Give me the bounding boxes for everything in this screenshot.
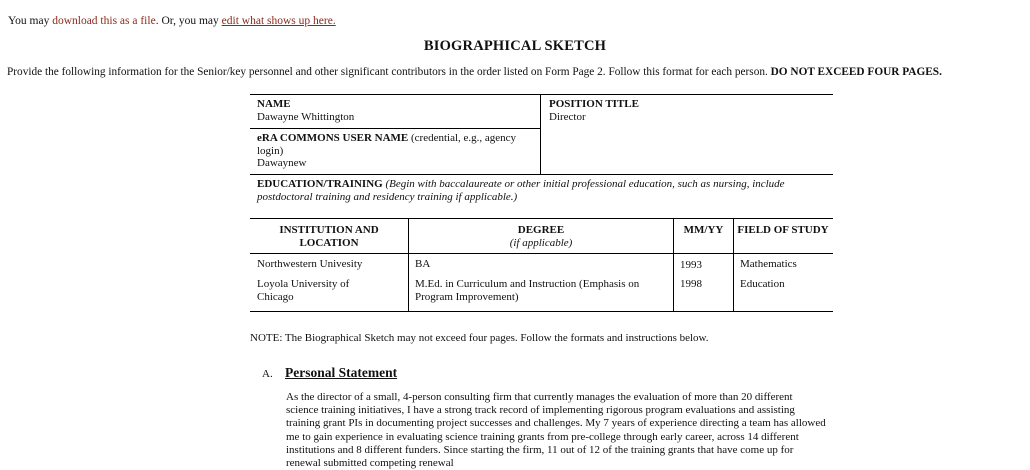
instructions-text: Provide the following information for the Senior/key personnel and other significant contributors in the order listed on Form Page 2. Follow this format for each person. — [7, 66, 771, 78]
position-value: Director — [549, 110, 586, 123]
header-degree-sub: (if applicable) — [509, 236, 573, 249]
section-a-title: Personal Statement — [285, 365, 398, 380]
personal-statement-paragraph: As the director of a small, 4-person consulting firm that currently manages the evaluation of more than 20 different science training initiatives, I have a strong track record of implementing rigorous program evaluations and assisting training grant PIs in documenting project successes and challenges. My 7 years of experience directing a team has allowed me to gain experience in evaluating science training grants from pre-college through early career, across 14 different institutions and 8 different funders. Since starting the firm, 11 out of 12 of the training grants that have come up for renewal submitted competing renewal — [286, 391, 826, 470]
table-top-rule — [250, 218, 833, 219]
table-row-1-mmyy: 1993 — [680, 259, 702, 271]
instructions — [7, 66, 942, 78]
table-row-2-institution: Loyola University of Chicago — [257, 278, 350, 303]
education-hint: (Begin with baccalaureate or other initial professional education, such as nursing, include postdoctoral training and residency training if applicable.) — [257, 178, 785, 203]
education-label: EDUCATION/TRAINING — [257, 178, 383, 190]
table-row-2-field: Education — [740, 278, 785, 290]
era-hint: (credential, e.g., agency login) — [257, 132, 517, 157]
table-row-1-degree: BA — [415, 258, 431, 270]
table-header-rule — [250, 253, 833, 254]
table-row-2-mmyy: 1998 — [680, 278, 702, 290]
table-col-divider-1 — [408, 218, 409, 311]
section-a-number: A. — [262, 368, 273, 380]
education-training-cell — [257, 178, 827, 203]
header-degree: DEGREE — [517, 224, 565, 236]
edit-content-link[interactable]: edit what shows up here. — [221, 15, 336, 27]
form-top-rule — [250, 94, 833, 95]
table-row-1-institution: Northwestern Univesity — [257, 258, 363, 270]
table-bottom-rule — [250, 311, 833, 312]
name-label: NAME — [257, 98, 291, 110]
top-middle: . Or, you may — [155, 15, 222, 27]
header-degree-cell — [410, 224, 672, 249]
header-institution: INSTITUTION AND LOCATION — [279, 224, 379, 249]
name-era-divider — [250, 128, 540, 129]
header-field: FIELD OF STUDY — [737, 224, 829, 236]
era-label: eRA COMMONS USER NAME — [257, 132, 409, 144]
top-links-line — [8, 15, 336, 27]
form-mid-divider — [540, 94, 541, 174]
education-top-rule — [250, 174, 833, 175]
section-a-heading — [262, 365, 397, 381]
instructions-bold: DO NOT EXCEED FOUR PAGES. — [770, 66, 942, 78]
position-cell — [549, 98, 829, 123]
page-title: BIOGRAPHICAL SKETCH — [423, 38, 607, 54]
page-limit-note: NOTE: The Biographical Sketch may not exceed four pages. Follow the formats and instructions below. — [250, 332, 709, 344]
era-value: Dawaynew — [257, 157, 307, 169]
table-col-divider-3 — [733, 218, 734, 311]
position-label: POSITION TITLE — [549, 98, 639, 110]
table-col-divider-2 — [673, 218, 674, 311]
table-row-2-degree: M.Ed. in Curriculum and Instruction (Emphasis on Program Improvement) — [415, 278, 640, 303]
name-value: Dawayne Whittington — [257, 110, 355, 123]
era-cell — [257, 132, 527, 170]
table-row-1-field: Mathematics — [740, 258, 797, 270]
top-prefix: You may — [8, 15, 53, 27]
name-cell — [257, 98, 537, 123]
header-mmyy: MM/YY — [683, 224, 724, 236]
download-file-link[interactable]: download this as a file — [52, 15, 156, 27]
